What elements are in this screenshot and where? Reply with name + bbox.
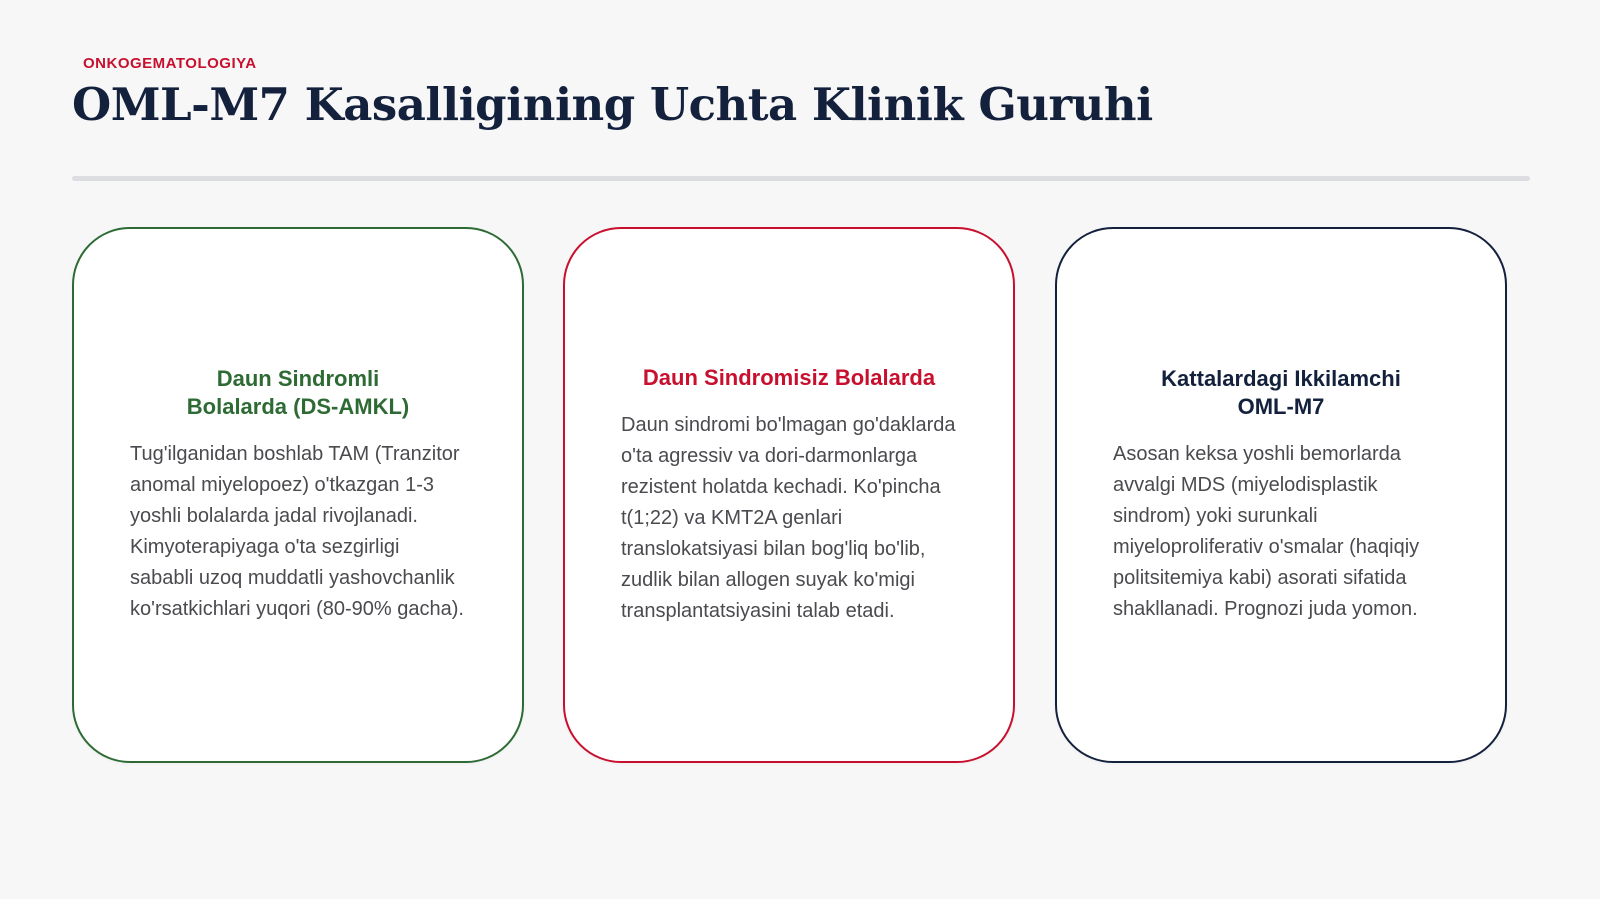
section-eyebrow: ONKOGEMATOLOGIYA (83, 55, 257, 72)
card-title: Daun Sindromisiz Bolalarda (642, 364, 936, 390)
card-title: Daun Sindromli Bolalarda (DS-AMKL) (186, 366, 410, 419)
card-body: Daun sindromi bo'lmagan go'daklarda o'ta agressiv va dori-darmonlarga rezistent holatda kechadi. Ko'pincha t(1;22) va KMT2A genlari translokatsiyasi bilan bog'liq bo'lib, zudlik bilan allogen suyak ko'migi transplantatsiyasini talab etadi. (621, 413, 956, 622)
card-non-ds (563, 227, 1015, 763)
card-adult-secondary (1055, 227, 1507, 763)
card-body: Tug'ilganidan boshlab TAM (Tranzitor anomal miyelopoez) o'tkazgan 1-3 yoshli bolalarda jadal rivojlanadi. Kimyoterapiyaga o'ta sezgirligi sababli uzoq muddatli yashovchanlik ko'rsatkichlari yuqori (80-90% gacha). (130, 443, 464, 620)
card-body: Asosan keksa yoshli bemorlarda avvalgi MDS (miyelodisplastik sindrom) yoki surunkali miyeloproliferativ o'smalar (haqiqiy politsitemiya kabi) asorati sifatida shakllanadi. Prognozi juda yomon. (1113, 443, 1420, 620)
page-title: OML-M7 Kasalligining Uchta Klinik Guruhi (72, 78, 1153, 131)
clinical-groups (72, 227, 1512, 767)
header-divider (72, 176, 1530, 181)
card-ds-amkl (72, 227, 524, 763)
card-title: Kattalardagi Ikkilamchi OML-M7 (1161, 366, 1401, 419)
